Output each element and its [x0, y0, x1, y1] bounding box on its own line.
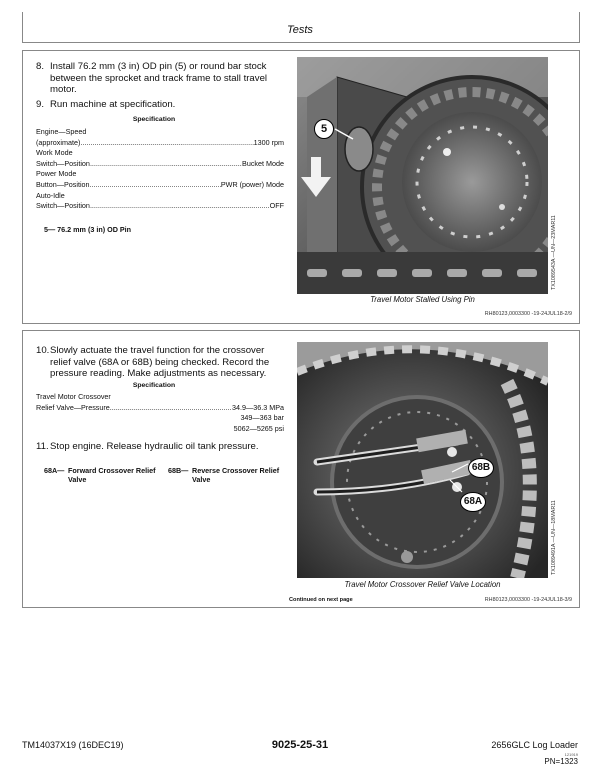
spec-row: Switch—Position ..... Bucket Mode	[36, 159, 284, 170]
spec-row: Travel Motor Crossover	[36, 392, 111, 401]
spec-heading: Specification	[132, 116, 176, 123]
callout-68b: 68B	[468, 458, 494, 478]
page-number: 9025-25-31	[271, 739, 329, 751]
spec-row: Power Mode	[36, 169, 77, 179]
spec-row: Engine—Speed	[36, 127, 87, 136]
step-number: 9.	[36, 99, 45, 110]
crossover-relief-valve-photo	[297, 342, 548, 578]
legend-68a: 68A— Forward Crossover Relief Valve	[44, 466, 156, 484]
image-id: TX1089543A —UN—23MAR11	[551, 215, 557, 290]
step-11	[36, 441, 286, 453]
spec-row: Auto-Idle	[36, 190, 65, 200]
photo-illustration	[297, 342, 548, 578]
spec-row: Relief Valve—Pressure ..... 34.9—36.3 MPa	[36, 403, 284, 414]
spec-row: Work Mode	[36, 148, 73, 158]
spec-row: 349—363 bar	[240, 413, 284, 423]
figure-caption: Travel Motor Stalled Using Pin	[370, 295, 475, 304]
spec-row: 5062—5265 psi	[233, 423, 284, 433]
callout-leader-lines	[440, 450, 480, 500]
step-text: Stop engine. Release hydraulic oil tank pressure.	[50, 441, 259, 452]
pn-number: PN=1323	[544, 757, 578, 766]
step-number: 10.	[36, 345, 50, 356]
step-number: 11.	[36, 441, 49, 452]
print-date: 121919	[564, 752, 578, 757]
machine-model: 2656GLC Log Loader	[491, 740, 578, 750]
spec-row: (approximate) ..... 1300 rpm	[36, 138, 284, 149]
legend-68b: 68B— Reverse Crossover Relief Valve	[168, 466, 280, 484]
step-9	[36, 99, 286, 111]
spec-table	[36, 392, 284, 434]
step-number: 8.	[36, 61, 45, 72]
photo-illustration	[297, 57, 548, 294]
page-header-title: Tests	[287, 24, 313, 36]
callout-5: 5	[314, 119, 334, 139]
figure-legend: 5— 76.2 mm (3 in) OD Pin	[44, 225, 132, 234]
callout-68a: 68A	[460, 492, 486, 512]
step-text: Run machine at specification.	[50, 99, 176, 110]
spec-table	[36, 127, 284, 212]
figure-caption: Travel Motor Crossover Relief Valve Location	[344, 580, 501, 589]
step-text: Install 76.2 mm (3 in) OD pin (5) or round bar stock between the sprocket and track frame to stall travel motor.	[50, 61, 268, 95]
reference-code: RH80123,0003300 -19-24JUL18-2/9	[484, 311, 572, 317]
continued-note: Continued on next page	[289, 597, 353, 603]
travel-motor-pin-photo	[297, 57, 548, 294]
step-text: Slowly actuate the travel function for the crossover relief valve (68A or 68B) being checked. Record the pressure reading. Make adjustments as necessary.	[50, 345, 270, 379]
image-id: TX1089491A —UN—18MAR11	[551, 500, 557, 575]
step-8	[36, 61, 286, 96]
reference-code: RH80123,0003300 -19-24JUL18-3/9	[484, 597, 572, 603]
spec-row: Button—Position ..... PWR (power) Mode	[36, 180, 284, 191]
step-10	[36, 345, 286, 380]
manual-id: TM14037X19 (16DEC19)	[22, 740, 124, 750]
spec-heading: Specification	[132, 382, 176, 389]
spec-row: Switch—Position ..... OFF	[36, 201, 284, 212]
